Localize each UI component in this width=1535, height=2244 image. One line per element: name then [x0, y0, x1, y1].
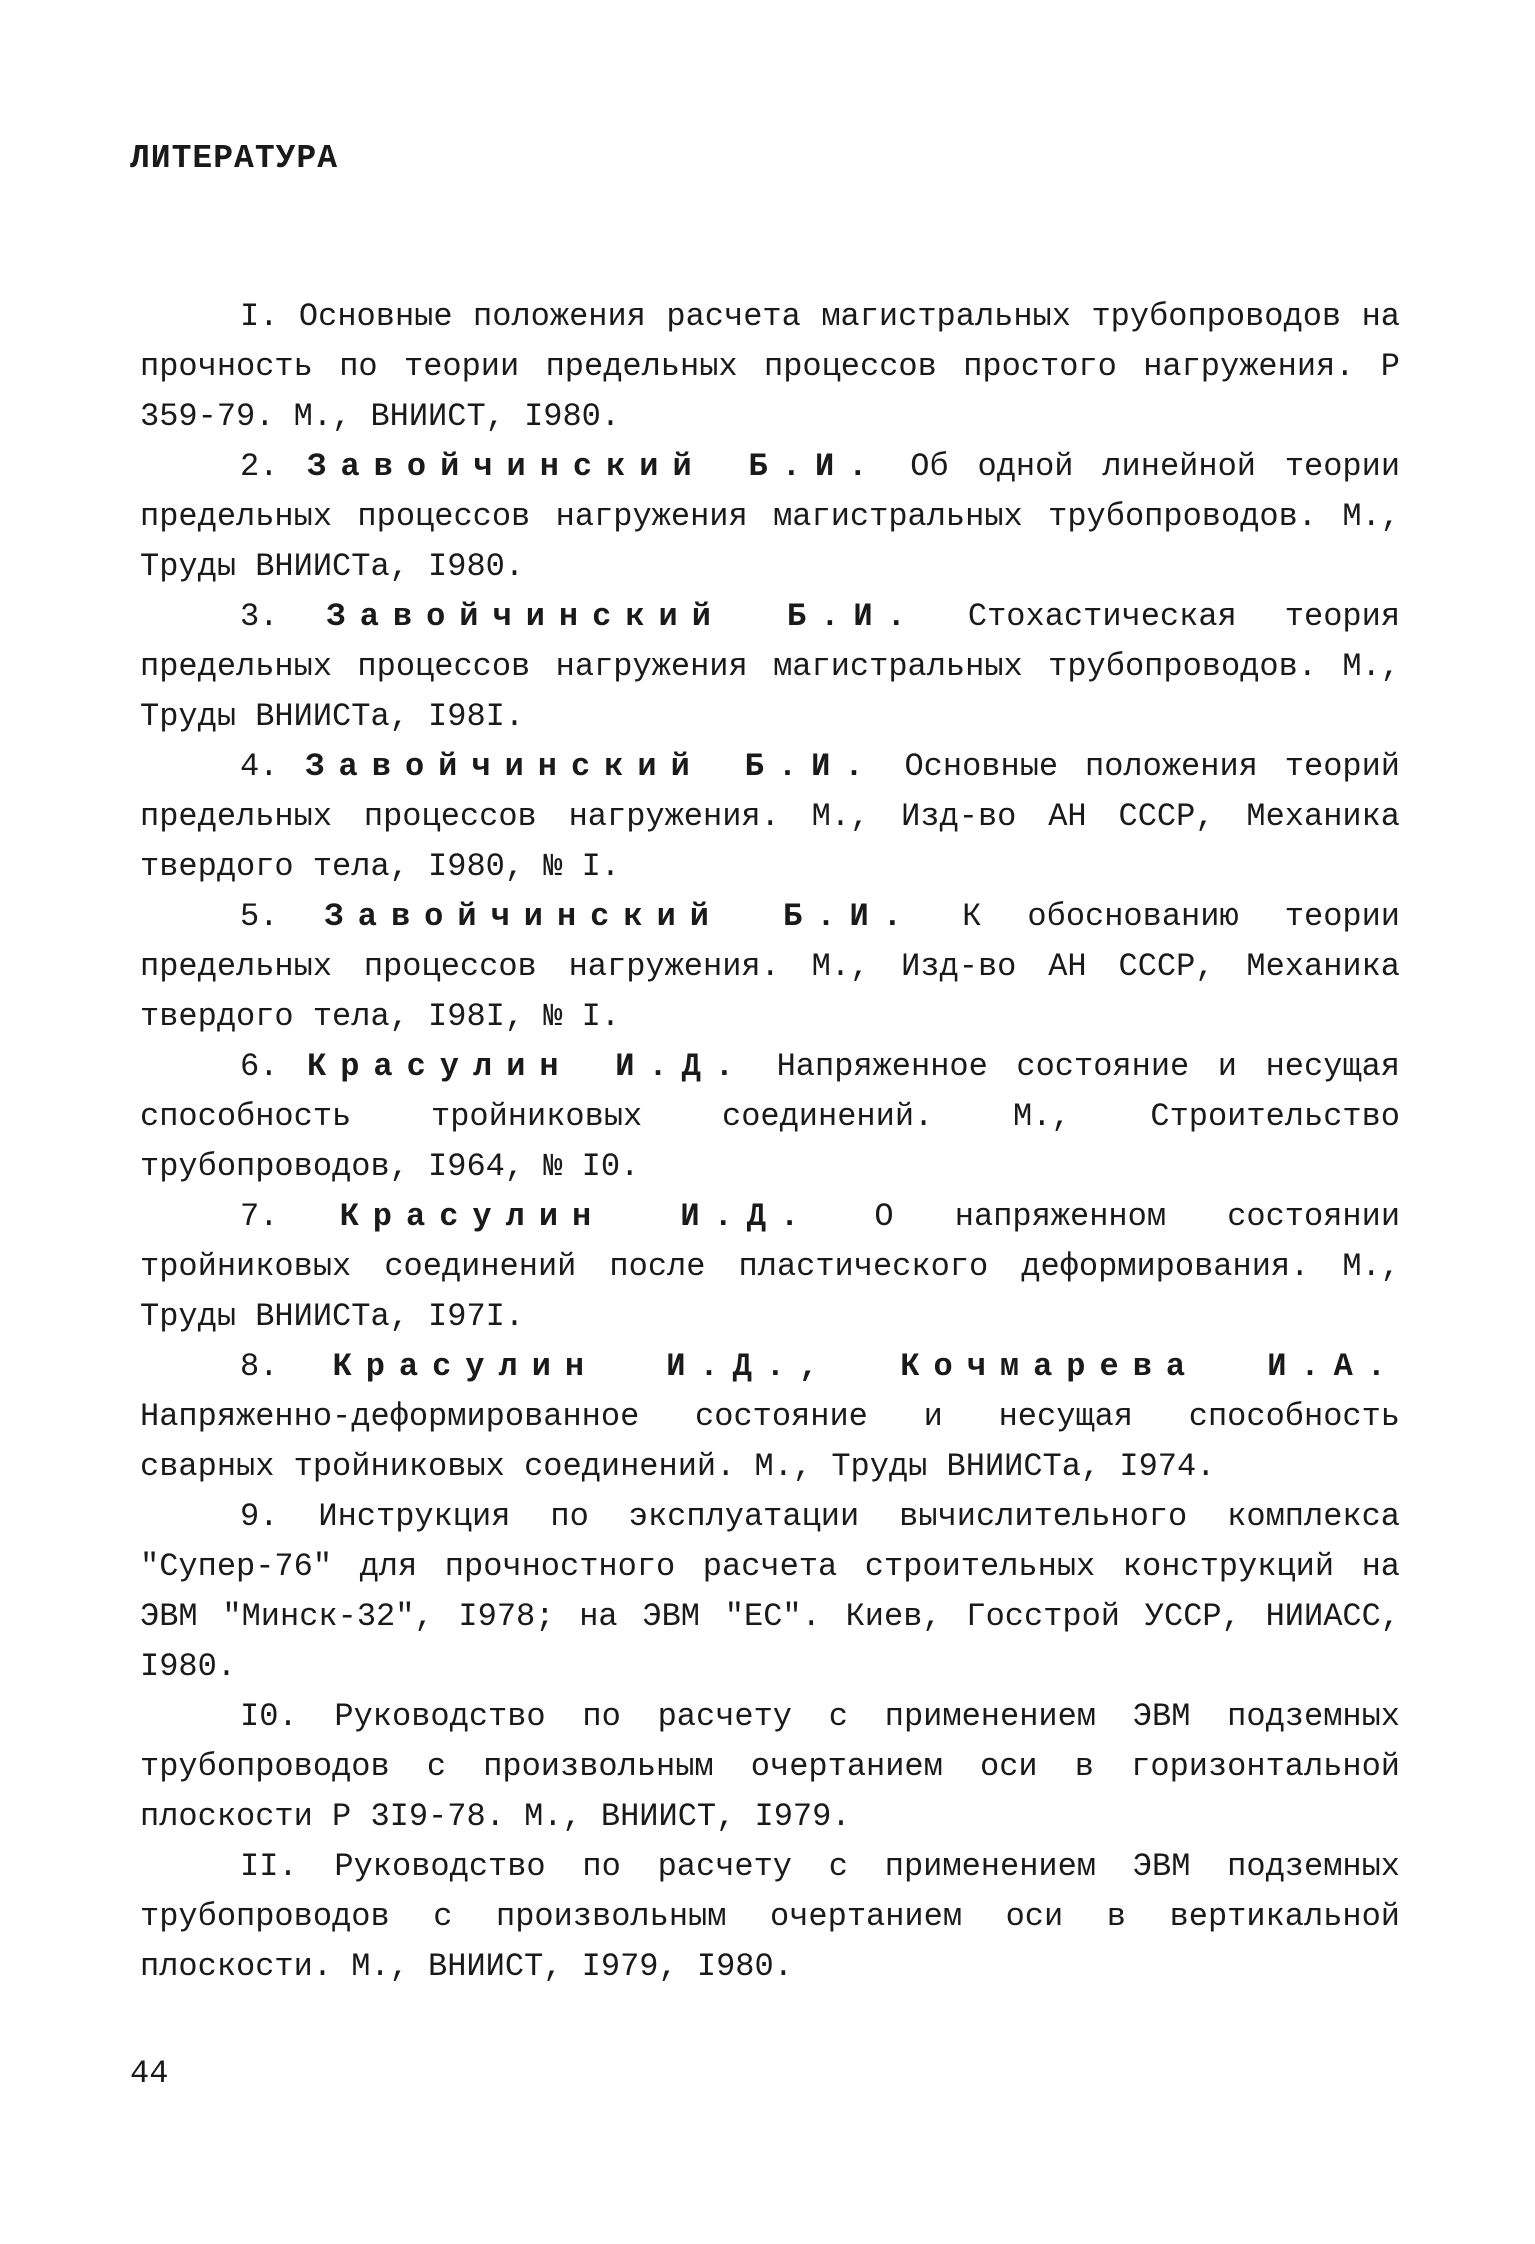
reference-item	[140, 592, 1400, 742]
reference-author: Красулин И.Д.	[339, 1198, 814, 1235]
reference-number: I0.	[240, 1698, 298, 1735]
reference-item	[140, 1192, 1400, 1342]
reference-text: Напряженное состояние и несущая способность тройниковых соединений. М., Строительство трубопроводов, I964, № I0.	[140, 1048, 1400, 1185]
reference-number: 2.	[240, 448, 279, 485]
reference-text: Инструкция по эксплуатации вычислительного комплекса "Супер-76" для прочностного расчета строительных конструкций на ЭВМ "Минск-32", I978; на ЭВМ "ЕС". Киев, Госстрой УССР, НИИАСС, I980.	[140, 1498, 1400, 1685]
reference-item	[140, 1842, 1400, 1992]
reference-number: 6.	[240, 1048, 279, 1085]
page-number: 44	[130, 2055, 169, 2092]
reference-text: Руководство по расчету с применением ЭВМ подземных трубопроводов с произвольным очертанием оси в вертикальной плоскости. М., ВНИИСТ, I979, I980.	[140, 1848, 1401, 1985]
reference-author: Красулин И.Д.	[306, 1048, 748, 1085]
reference-item	[140, 742, 1400, 892]
reference-item	[140, 442, 1400, 592]
reference-text: Основные положения теорий предельных процессов нагружения. М., Изд-во АН СССР, Механика твердого тела, I980, № I.	[140, 748, 1401, 885]
reference-item	[140, 1492, 1400, 1692]
reference-text: К обоснованию теории предельных процессов нагружения. М., Изд-во АН СССР, Механика твердого тела, I98I, № I.	[140, 898, 1401, 1035]
reference-item	[140, 1042, 1400, 1192]
reference-text: Напряженно-деформированное состояние и несущая способность сварных тройниковых соединений. М., Труды ВНИИСТа, I974.	[140, 1398, 1400, 1485]
reference-author: Завойчинский Б.И.	[307, 448, 882, 485]
reference-author: Красулин И.Д., Кочмарева И.А.	[332, 1348, 1400, 1385]
page-title: ЛИТЕРАТУРА	[130, 140, 339, 177]
reference-item	[140, 1342, 1400, 1492]
reference-item	[140, 1692, 1400, 1842]
reference-text: Руководство по расчету с применением ЭВМ подземных трубопроводов с произвольным очертанием оси в горизонтальной плоскости Р 3I9-78. М., ВНИИСТ, I979.	[140, 1698, 1401, 1835]
reference-item	[140, 292, 1400, 442]
reference-text: Основные положения расчета магистральных трубопроводов на прочность по теории предельных процессов простого нагружения. Р 359-79. М., ВНИИСТ, I980.	[140, 298, 1401, 435]
reference-number: 4.	[240, 748, 279, 785]
reference-number: II.	[240, 1848, 298, 1885]
reference-text: Стохастическая теория предельных процессов нагружения магистральных трубопроводов. М., Труды ВНИИСТа, I98I.	[140, 598, 1401, 735]
reference-number: 8.	[240, 1348, 279, 1385]
reference-text: Об одной линейной теории предельных процессов нагружения магистральных трубопроводов. М., Труды ВНИИСТа, I980.	[140, 448, 1401, 585]
reference-number: 5.	[240, 898, 279, 935]
reference-author: Завойчинский Б.И.	[305, 748, 878, 785]
reference-text: О напряженном состоянии тройниковых соединений после пластического деформирования. М., Труды ВНИИСТа, I97I.	[140, 1198, 1401, 1335]
reference-number: 9.	[240, 1498, 279, 1535]
reference-number: 7.	[240, 1198, 279, 1235]
reference-author: Завойчинский Б.И.	[324, 898, 916, 935]
reference-author: Завойчинский Б.И.	[326, 598, 920, 635]
reference-number: 3.	[240, 598, 279, 635]
reference-number: I.	[240, 298, 279, 335]
reference-list	[140, 292, 1400, 1992]
reference-item	[140, 892, 1400, 1042]
